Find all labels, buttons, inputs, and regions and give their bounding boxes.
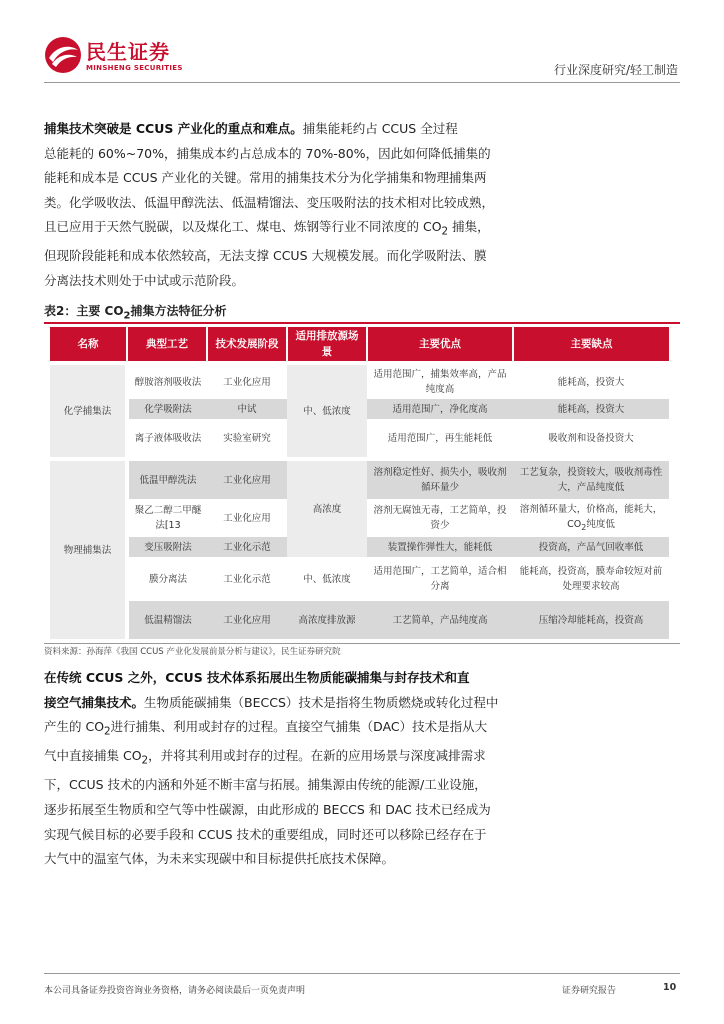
- para2-line-7: 实现气候目标的必要手段和 CCUS 技术的重要组成，同时还可以移除已经存在于: [44, 826, 487, 842]
- para1-line-1-rest: 捕集能耗约占 CCUS 全过程: [302, 121, 458, 136]
- table-source-note: 资料来源：孙海萍《我国 CCUS 产业化发展前景分析与建议》，民生证券研究院: [44, 643, 680, 657]
- para1-line-2: 总能耗的 60%~70%，捕集成本约占总成本的 70%-80%，因此如何降低捕集的: [44, 145, 491, 161]
- paragraph-capture-tech: [44, 117, 680, 294]
- co2-subscript: 2: [104, 725, 111, 738]
- report-category: 行业深度研究/轻工制造: [553, 63, 678, 77]
- para2-line-2-rest: 生物质能碳捕集（BECCS）技术是指将生物质燃烧或转化过程中: [144, 694, 499, 710]
- logo-english-name: MINSHENG SECURITIES: [86, 64, 183, 72]
- cell-pros: 工艺简单，产品纯度高: [367, 601, 513, 639]
- para1-line-5-b: 捕集，: [448, 219, 490, 235]
- para2-line-4-a: 气中直接捕集 CO: [44, 748, 142, 764]
- logo-mark-icon: [44, 36, 82, 74]
- para2-line-2: [44, 691, 680, 716]
- para2-line-1: [44, 666, 680, 691]
- page-header: [0, 0, 724, 86]
- group-chemical: 化学捕集法: [50, 365, 127, 457]
- cell-pros: 装置操作弹性大，能耗低: [367, 537, 513, 557]
- cell-process: 低温精馏法: [127, 601, 207, 639]
- col-header-cons: 主要缺点: [513, 327, 669, 361]
- footer-divider: [44, 973, 680, 974]
- table-title-rule: [44, 322, 680, 324]
- cell-pros: 适用范围广，捕集效率高，产品纯度高: [373, 369, 507, 395]
- cell-stage: 工业化应用: [207, 601, 287, 639]
- cons-subscript: 2: [581, 522, 587, 532]
- co2-subscript: 2: [441, 225, 449, 238]
- para2-line-3-b: 进行捕集、利用或封存的过程。直接空气捕集（DAC）技术是指从大: [110, 719, 488, 735]
- physical-source-scenario: 高浓度: [287, 461, 367, 557]
- cell-process: 变压吸附法: [127, 537, 207, 557]
- para2-line-6: 逐步拓展至生物质和空气等中性碳源，由此形成的 BECCS 和 DAC 技术已经成为: [44, 801, 491, 817]
- cell-cons-a: 溶剂循环量大，价格高，能耗大，CO: [519, 503, 663, 530]
- col-header-stage: 技术发展阶段: [207, 327, 287, 361]
- col-header-source: 适用排放源场景: [287, 327, 367, 361]
- cell-pros: 适用范围广，工艺简单，适合相分离: [373, 566, 507, 592]
- table-row: [50, 365, 669, 399]
- cell-pros: 溶剂无腐蚀无毒，工艺简单，投资少: [373, 505, 507, 531]
- para2-line-3: [44, 715, 680, 744]
- paragraph-beccs-dac: [44, 666, 680, 872]
- para1-line-5: [44, 215, 680, 244]
- para2-line-8: 大气中的温室气体，为未来实现碳中和目标提供托底技术保障。: [44, 851, 395, 867]
- page-number: 10: [663, 982, 677, 993]
- table-title-b: 捕集方法特征分析: [130, 304, 227, 318]
- col-header-name: 名称: [50, 327, 127, 361]
- footer-disclaimer: 本公司具备证券投资咨询业务资格，请务必阅读最后一页免责声明: [44, 986, 306, 996]
- cell-cons: [513, 499, 669, 537]
- cell-pros: 溶剂稳定性好、损失小，吸收剂循环量少: [367, 461, 513, 499]
- cell-cons: 压缩冷却能耗高，投资高: [513, 601, 669, 639]
- cell-stage: 中试: [207, 399, 287, 419]
- col-header-pros: 主要优点: [367, 327, 513, 361]
- footer-report-type: 证券研究报告: [562, 986, 617, 996]
- cell-process: 化学吸附法: [127, 399, 207, 419]
- cell-cons: 能耗高，投资大: [557, 376, 625, 388]
- cell-stage: 工业化应用: [223, 376, 271, 388]
- para1-line-3: 能耗和成本是 CCUS 产业化的关键。常用的捕集技术分为化学捕集和物理捕集两: [44, 170, 487, 186]
- para1-line-5-a: 且已应用于天然气脱碳，以及煤化工、煤电、炼钢等行业不同浓度的 CO: [44, 219, 442, 235]
- cell-cons: 能耗高，投资大: [513, 399, 669, 419]
- cell-pros: 适用范围广，再生能耗低: [387, 432, 493, 444]
- para1-line-4: 类。化学吸收法、低温甲醇洗法、低温精馏法、变压吸附法的技术相对比较成熟，: [44, 194, 495, 210]
- table-row: [50, 461, 669, 499]
- logo-chinese-name: 民生证券: [86, 40, 170, 64]
- cell-cons: 能耗高，投资高，膜寿命较短对前处理要求较高: [519, 566, 663, 592]
- para2-line-4-b: ，并将其利用或封存的过程。在新的应用场景与深度减排需求: [148, 748, 486, 764]
- cell-process: 醇胺溶剂吸收法: [127, 365, 207, 399]
- cell-cons: 工艺复杂，投资较大，吸收剂毒性大，产品纯度低: [513, 461, 669, 499]
- table-row: [50, 601, 669, 639]
- para2-line-4: [44, 744, 680, 773]
- para2-line-5: 下，CCUS 技术的内涵和外延不断丰富与拓展。捕集源由传统的能源/工业设施，: [44, 777, 487, 793]
- cell-stage: 工业化应用: [207, 461, 287, 499]
- cell-source: 中、低浓度: [303, 573, 351, 585]
- cell-source: 高浓度排放源: [287, 601, 367, 639]
- para1-bold-lead: 捕集技术突破是 CCUS 产业化的重点和难点。: [44, 121, 303, 136]
- chemical-source-scenario: 中、低浓度: [287, 365, 367, 457]
- para2-bold-lead-1: 在传统 CCUS 之外，CCUS 技术体系拓展出生物质能碳捕集与封存技术和直: [44, 670, 470, 685]
- col-header-process: 典型工艺: [127, 327, 207, 361]
- table-title: [44, 302, 227, 321]
- cell-stage: 工业化示范: [207, 537, 287, 557]
- cell-process: 离子液体吸收法: [127, 419, 207, 457]
- cell-cons: 吸收剂和设备投资大: [548, 432, 634, 444]
- capture-methods-table: [50, 327, 669, 639]
- header-divider: [44, 82, 680, 83]
- cell-stage: 工业化应用: [223, 512, 271, 524]
- para2-line-3-a: 产生的 CO: [44, 719, 105, 735]
- para1-line-7: 分离法技术则处于中试或示范阶段。: [44, 273, 245, 289]
- table-title-a: 表2：主要 CO: [44, 304, 124, 318]
- cell-process: 膜分离法: [127, 557, 207, 601]
- cell-process: 低温甲醇洗法: [127, 461, 207, 499]
- para1-line-6: 但现阶段能耗和成本依然较高，无法支撑 CCUS 大规模发展。而化学吸附法、膜: [44, 248, 487, 264]
- cell-cons-b: 纯度低: [586, 518, 615, 530]
- cell-cons: 投资高，产品气回收率低: [513, 537, 669, 557]
- company-logo: [44, 36, 184, 78]
- cell-stage: 工业化示范: [223, 573, 271, 585]
- cell-process: 聚乙二醇二甲醚法[13: [127, 499, 207, 537]
- table-header-row: [50, 327, 669, 361]
- cell-pros: 适用范围广，净化度高: [367, 399, 513, 419]
- para2-bold-lead-2: 接空气捕集技术。: [44, 694, 145, 710]
- table-row: [50, 557, 669, 601]
- group-physical: 物理捕集法: [50, 461, 127, 639]
- para1-line-1: [44, 117, 680, 142]
- cell-stage: 实验室研究: [223, 432, 271, 444]
- table-title-subscript: 2: [123, 310, 131, 322]
- co2-subscript: 2: [141, 754, 149, 767]
